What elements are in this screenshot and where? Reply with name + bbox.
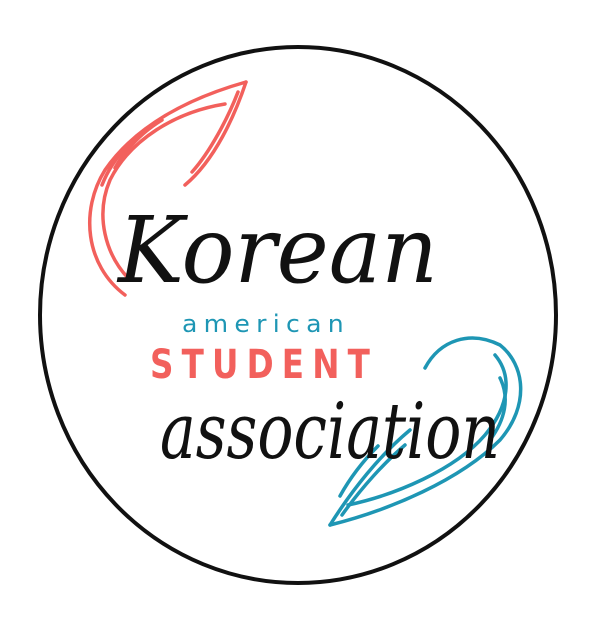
association-title: association xyxy=(160,387,500,477)
student-subtitle: STUDENT xyxy=(150,342,378,388)
korean-title: Korean xyxy=(116,197,439,304)
american-subtitle: american xyxy=(182,310,350,338)
